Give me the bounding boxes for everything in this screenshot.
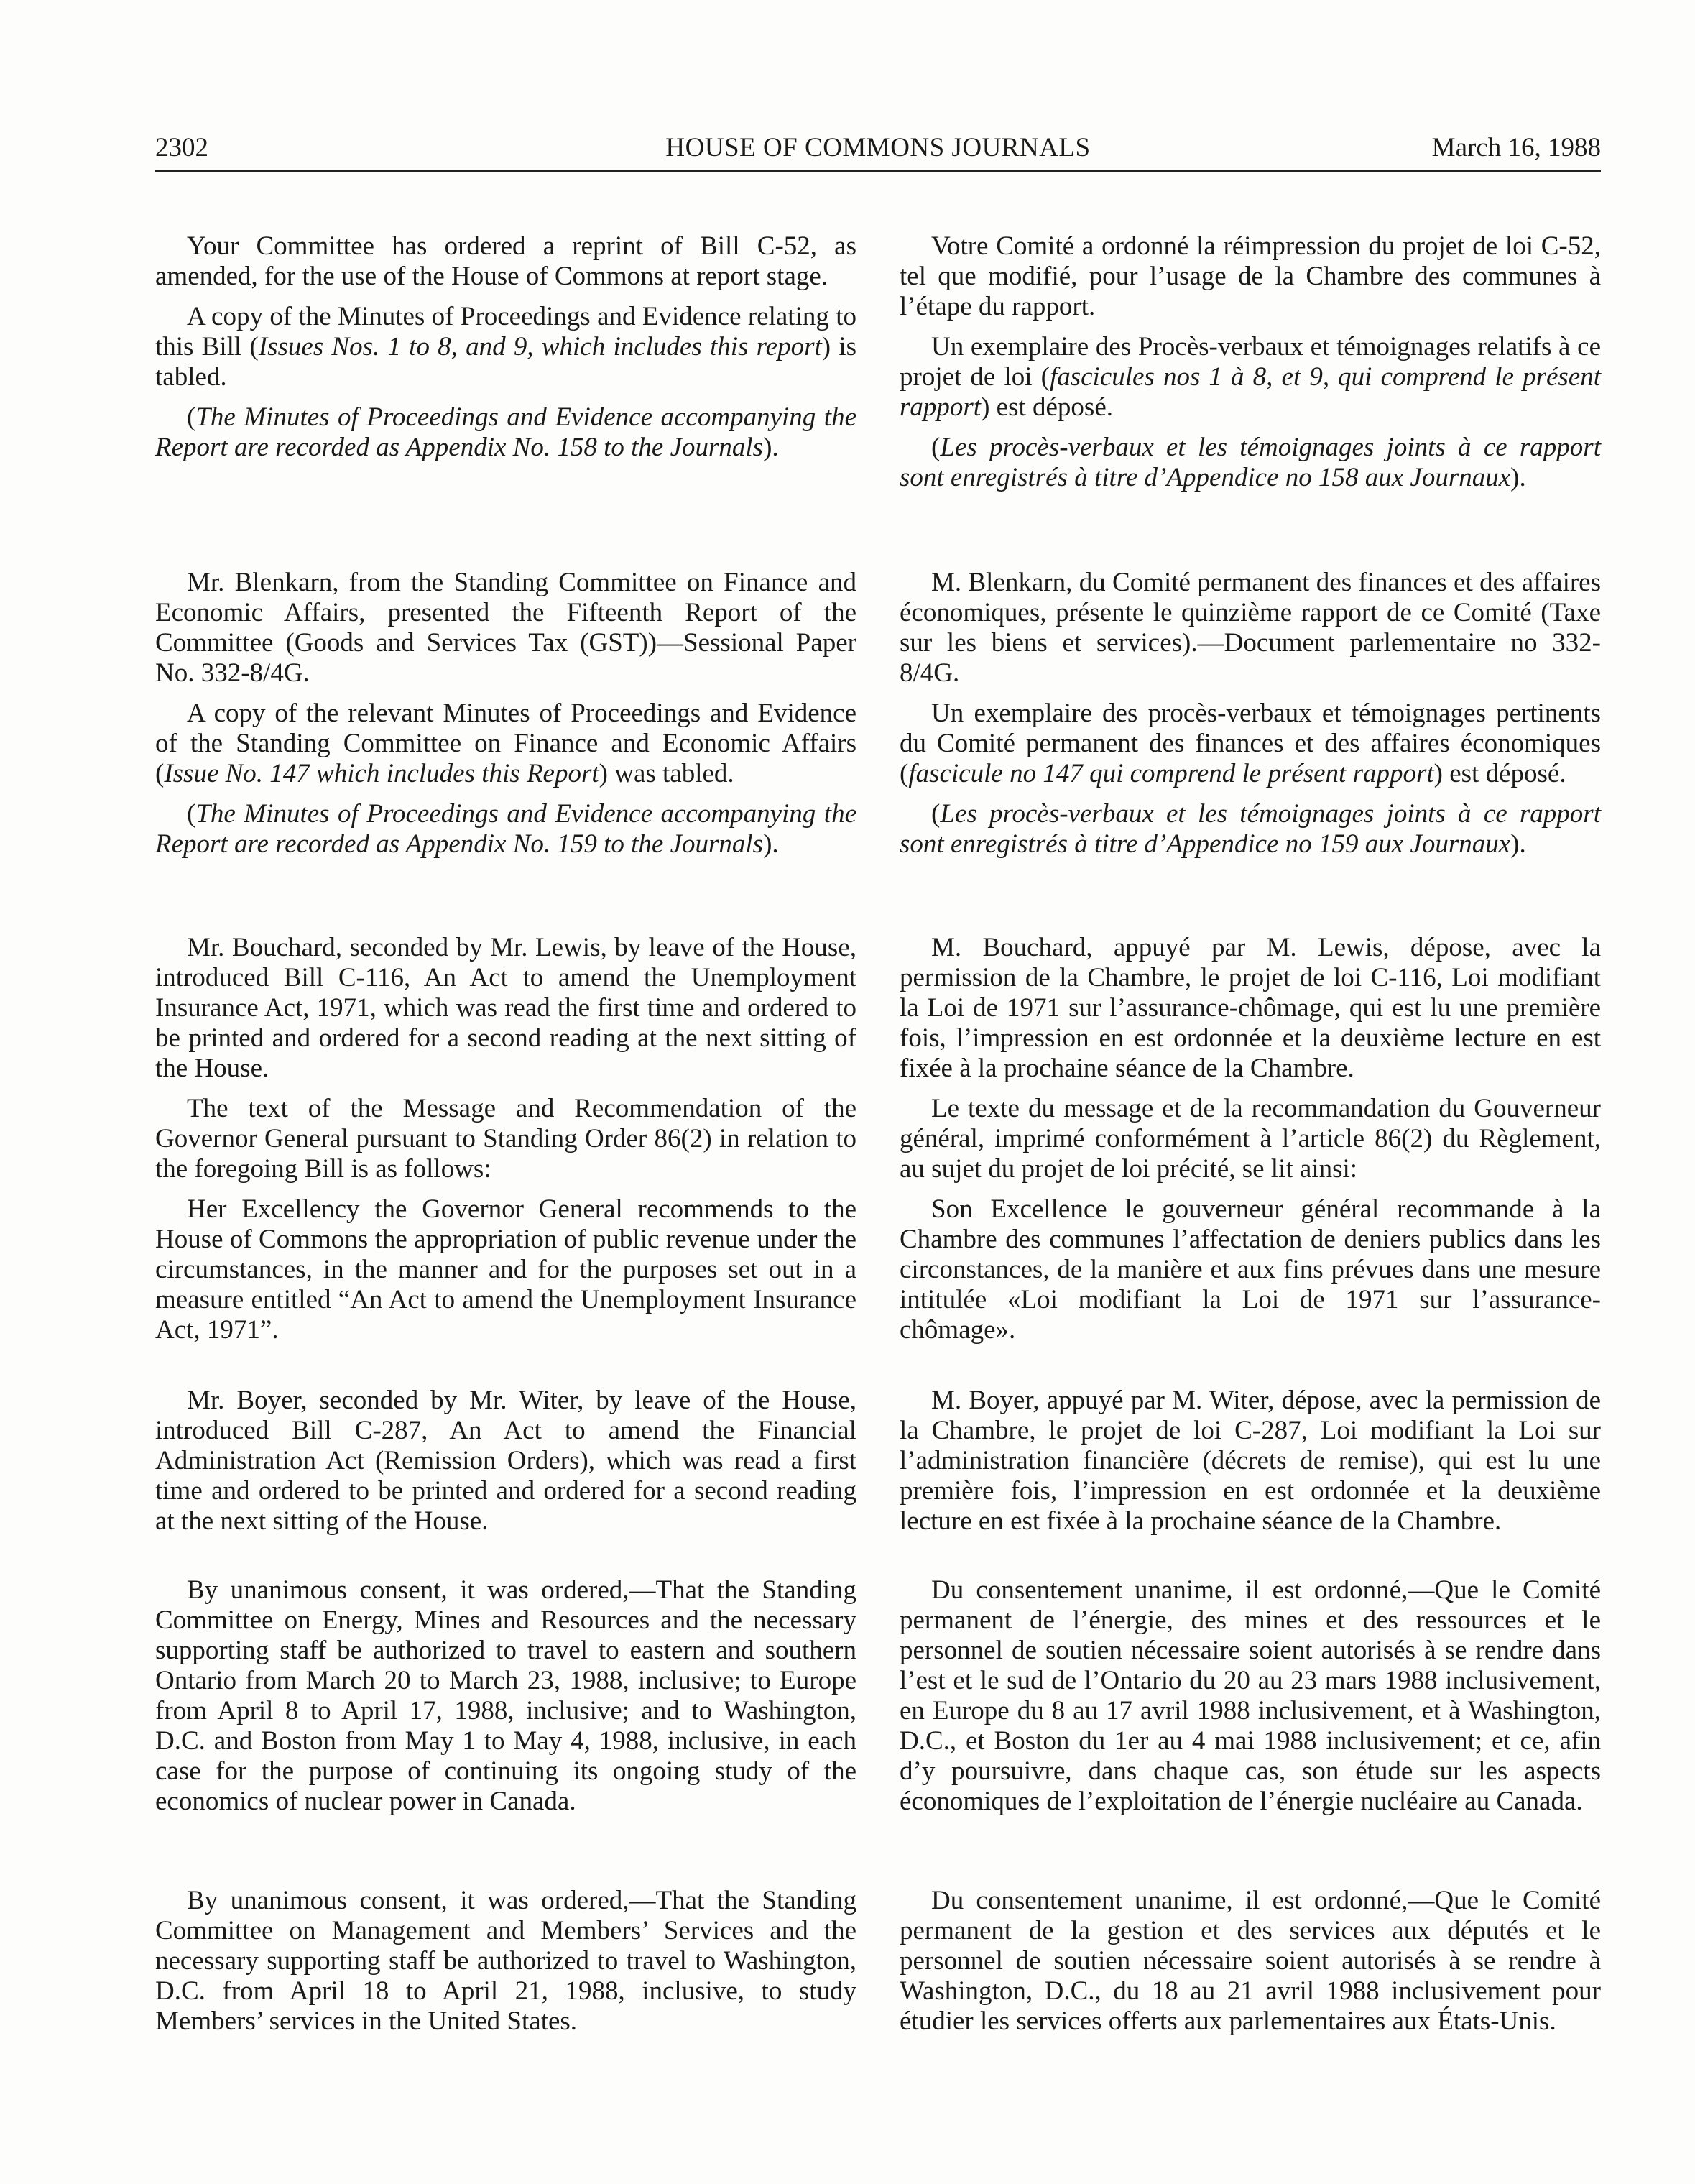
issue-reference: fascicules nos 1 à 8, et 9, qui comprend le présent rapport [900,362,1601,422]
page-number: 2302 [155,133,208,162]
recommendation-paragraph: Son Excellence le gouverneur général recommande à la Chambre des communes l’affectation de deniers publics dans les circonstances, de la manière et aux fins prévues dans une mesure intitulée «Loi modifiant la Loi de 1971 sur l’assurance-chômage». [900,1194,1601,1345]
text: ) est déposé. [981,392,1113,422]
reprint-paragraph: Votre Comité a ordonné la réimpression du projet de loi C-52, tel que modifié, pour l’usage de la Chambre des communes à l’étape du rapport. [900,231,1601,321]
blenkarn-report-en [155,568,856,860]
management-committee-travel-en [155,1886,856,2037]
text: ). [1510,829,1526,859]
text: ( [187,799,196,829]
issue-reference: fascicule no 147 qui comprend le présent rapport [908,759,1434,788]
text: ( [931,799,941,829]
issue-reference: Issue No. 147 which includes this Report [164,759,599,788]
journal-title: HOUSE OF COMMONS JOURNALS [665,133,1091,162]
travel-order-paragraph: Du consentement unanime, il est ordonné,—Que le Comité permanent de l’énergie, des mines et des ressources et le personnel de soutien nécessaire soient autorisés à se rendre dans l’est et le sud de l’Ontario du 20 au 23 mars 1988 inclusivement, en Europe du 8 au 17 avril 1988 inclusivement, et à Washington, D.C., et Boston du 1er au 4 mai 1988 inclusivement; et ce, afin d’y poursuivre, dans chaque cas, son étude sur les aspects économiques de l’exploitation de l’énergie nucléaire au Canada. [900,1575,1601,1816]
travel-order-paragraph: Du consentement unanime, il est ordonné,—Que le Comité permanent de la gestion et des services aux députés et le personnel de soutien nécessaire soient autorisés à se rendre à Washington, D.C., du 18 au 21 avril 1988 inclusivement pour étudier les services offerts aux parlementaires aux États-Unis. [900,1886,1601,2036]
appendix-text: Les procès-verbaux et les témoignages joints à ce rapport sont enregistrés à titre d’Appendice no 159 aux Journaux [900,799,1601,859]
appendix-note [900,433,1601,493]
travel-order-paragraph: By unanimous consent, it was ordered,—That the Standing Committee on Energy, Mines and Resources and the necessary supporting staff be authorized to travel to eastern and southern Ontario from March 20 to March 23, 1988, inclusive; to Europe from April 8 to April 17, 1988, inclusive; and to Washington, D.C. and Boston from May 1 to May 4, 1988, inclusive, in each case for the purpose of continuing its ongoing study of the economics of nuclear power in Canada. [155,1575,856,1816]
issue-reference: Issues Nos. 1 to 8, and 9, which includes this report [258,332,822,361]
minutes-tabled-paragraph [155,699,856,789]
text: Un exemplaire des Procès-verbaux et témoignages relatifs à ce projet de loi ( [900,332,1601,392]
text: ) was tabled. [599,759,734,788]
bill-introduced-paragraph: M. Bouchard, appuyé par M. Lewis, dépose, avec la permission de la Chambre, le projet de loi C-116, Loi modifiant la Loi de 1971 sur l’assurance-chômage, qui est lu une première fois, l’impression en est ordonnée et la deuxième lecture en est fixée à la prochaine séance de la Chambre. [900,933,1601,1083]
minutes-tabled-paragraph [900,332,1601,423]
text: A copy of the Minutes of Proceedings and Evidence relating to this Bill ( [155,302,856,361]
minutes-tabled-paragraph [900,699,1601,789]
appendix-note [900,799,1601,860]
text: ). [763,829,779,859]
appendix-note [155,402,856,463]
bill-c52-report-en [155,231,856,463]
energy-committee-travel-en [155,1575,856,1817]
text: ( [187,402,196,432]
minutes-tabled-paragraph [155,302,856,392]
report-presented-paragraph: Mr. Blenkarn, from the Standing Committee on Finance and Economic Affairs, presented the Fifteenth Report of the Committee (Goods and Services Tax (GST))—Sessional Paper No. 332-8/4G. [155,568,856,688]
bill-introduced-paragraph: Mr. Bouchard, seconded by Mr. Lewis, by leave of the House, introduced Bill C-116, An Act to amend the Unemployment Insurance Act, 1971, which was read the first time and ordered to be printed and ordered for a second reading at the next sitting of the House. [155,933,856,1083]
message-paragraph: The text of the Message and Recommendation of the Governor General pursuant to Standing Order 86(2) in relation to the foregoing Bill is as follows: [155,1094,856,1184]
bill-introduced-paragraph: M. Boyer, appuyé par M. Witer, dépose, avec la permission de la Chambre, le projet de loi C-287, Loi modifiant la Loi sur l’administration financière (décrets de remise), qui est lu une première fois, l’impression en est ordonnée et la deuxième lecture en est fixée à la prochaine séance de la Chambre. [900,1386,1601,1536]
recommendation-paragraph: Her Excellency the Governor General recommends to the House of Commons the appropriation of public revenue under the circumstances, in the manner and for the purposes set out in a measure entitled “An Act to amend the Unemployment Insurance Act, 1971”. [155,1194,856,1345]
energy-committee-travel-fr [900,1575,1601,1817]
bill-introduced-paragraph: Mr. Boyer, seconded by Mr. Witer, by leave of the House, introduced Bill C-287, An Act to amend the Financial Administration Act (Remission Orders), which was read a first time and ordered to be printed and ordered for a second reading at the next sitting of the House. [155,1386,856,1536]
text: A copy of the relevant Minutes of Proceedings and Evidence of the Standing Committee on Finance and Economic Affairs ( [155,699,856,788]
message-paragraph: Le texte du message et de la recommandation du Gouverneur général, imprimé conformément à l’article 86(2) du Règlement, au sujet du projet de loi précité, se lit ainsi: [900,1094,1601,1184]
bill-c287-fr [900,1386,1601,1536]
page-header [155,126,1601,172]
blenkarn-report-fr [900,568,1601,860]
text: ). [763,433,779,462]
appendix-text: The Minutes of Proceedings and Evidence accompanying the Report are recorded as Appendix No. 159 to the Journals [155,799,856,859]
text: ) is tabled. [155,332,857,392]
text: ) est déposé. [1433,759,1566,788]
bill-c287-en [155,1386,856,1536]
appendix-note [155,799,856,860]
appendix-text: Les procès-verbaux et les témoignages joints à ce rapport sont enregistrés à titre d’Appendice no 158 aux Journaux [900,433,1601,492]
appendix-text: The Minutes of Proceedings and Evidence accompanying the Report are recorded as Appendix No. 158 to the Journals [155,402,856,462]
management-committee-travel-fr [900,1886,1601,2037]
reprint-paragraph: Your Committee has ordered a reprint of Bill C-52, as amended, for the use of the House of Commons at report stage. [155,231,856,291]
text: ). [1510,463,1526,492]
bill-c116-en [155,933,856,1345]
header-date: March 16, 1988 [1431,133,1601,162]
travel-order-paragraph: By unanimous consent, it was ordered,—That the Standing Committee on Management and Members’ Services and the necessary supporting staff be authorized to travel to Washington, D.C. from April 18 to April 21, 1988, inclusive, to study Members’ services in the United States. [155,1886,856,2036]
text: Un exemplaire des procès-verbaux et témoignages pertinents du Comité permanent des finances et des affaires économiques ( [900,699,1601,788]
bill-c116-fr [900,933,1601,1345]
bill-c52-report-fr [900,231,1601,493]
text: ( [931,433,941,462]
report-presented-paragraph: M. Blenkarn, du Comité permanent des finances et des affaires économiques, présente le quinzième rapport de ce Comité (Taxe sur les biens et services).—Document parlementaire no 332-8/4G. [900,568,1601,688]
